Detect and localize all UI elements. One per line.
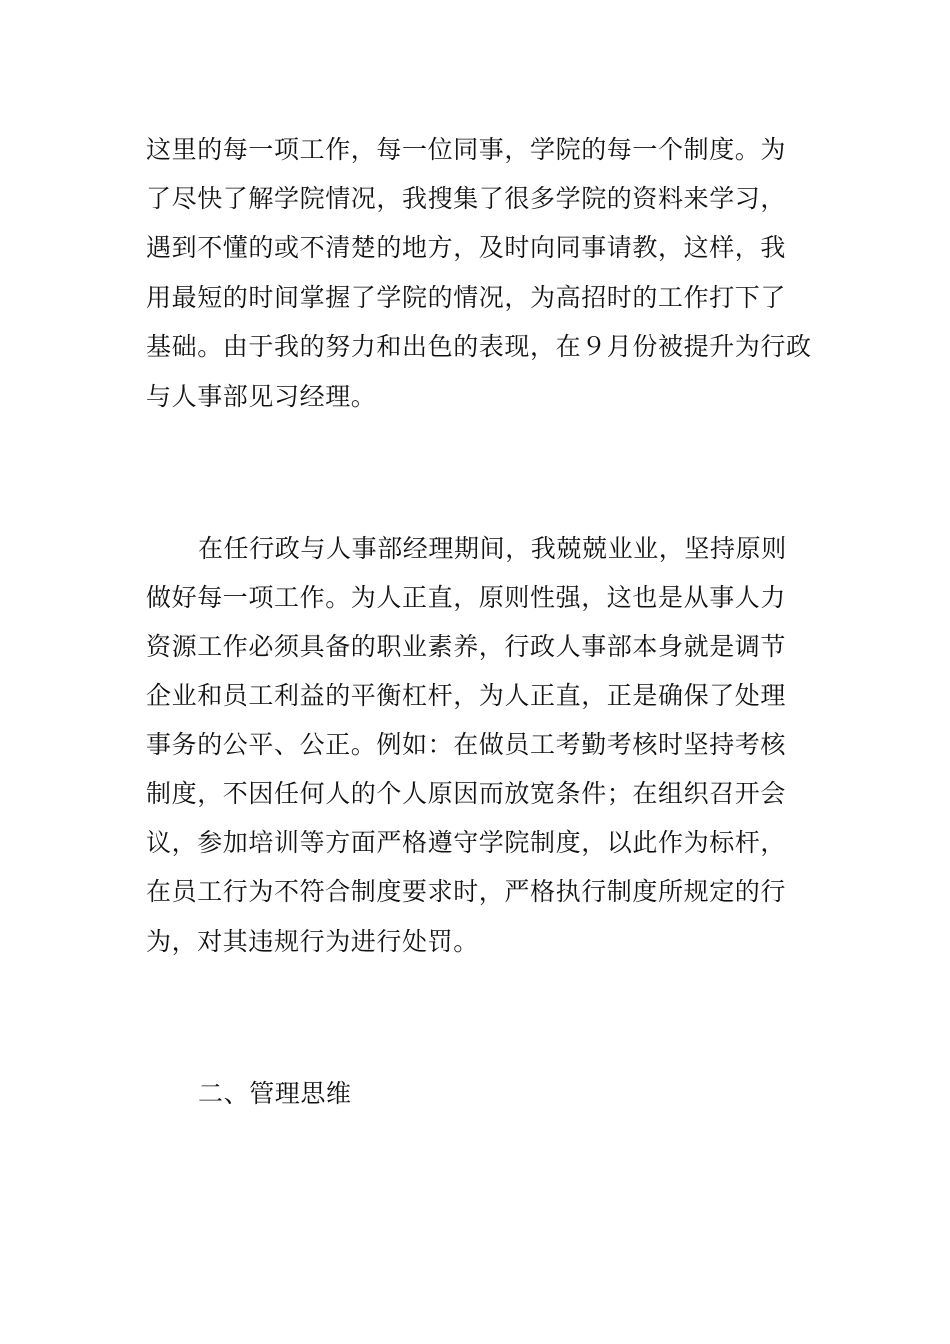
paragraph-line: 制度，不因任何人的个人原因而放宽条件；在组织召开会 bbox=[146, 779, 787, 808]
paragraph-line: 在员工行为不符合制度要求时，严格执行制度所规定的行 bbox=[146, 877, 787, 906]
paragraph-line: 议，参加培训等方面严格遵守学院制度，以此作为标杆， bbox=[146, 828, 787, 857]
paragraph-line: 用最短的时间掌握了学院的情况，为高招时的工作打下了 bbox=[146, 283, 787, 312]
paragraph-line: 了尽快了解学院情况，我搜集了很多学院的资料来学习， bbox=[146, 184, 787, 213]
paragraph-line: 这里的每一项工作，每一位同事，学院的每一个制度。为 bbox=[146, 135, 787, 164]
paragraph-line: 与人事部见习经理。 bbox=[146, 382, 377, 411]
paragraph-line: 事务的公平、公正。例如：在做员工考勤考核时坚持考核 bbox=[146, 730, 787, 759]
paragraph-line: 资源工作必须具备的职业素养，行政人事部本身就是调节 bbox=[146, 632, 787, 661]
paragraph-line: 遇到不懂的或不清楚的地方，及时向同事请教，这样，我 bbox=[146, 233, 787, 262]
paragraph-line: 基础。由于我的努力和出色的表现，在９月份被提升为行政 bbox=[146, 332, 812, 361]
section-heading: 二、管理思维 bbox=[198, 1079, 352, 1108]
paragraph-line: 为，对其违规行为进行处罚。 bbox=[146, 927, 479, 956]
paragraph-line: 在任行政与人事部经理期间，我兢兢业业，坚持原则 bbox=[198, 534, 787, 563]
paragraph-line: 企业和员工利益的平衡杠杆，为人正直，正是确保了处理 bbox=[146, 681, 787, 710]
paragraph-line: 做好每一项工作。为人正直，原则性强，这也是从事人力 bbox=[146, 583, 787, 612]
